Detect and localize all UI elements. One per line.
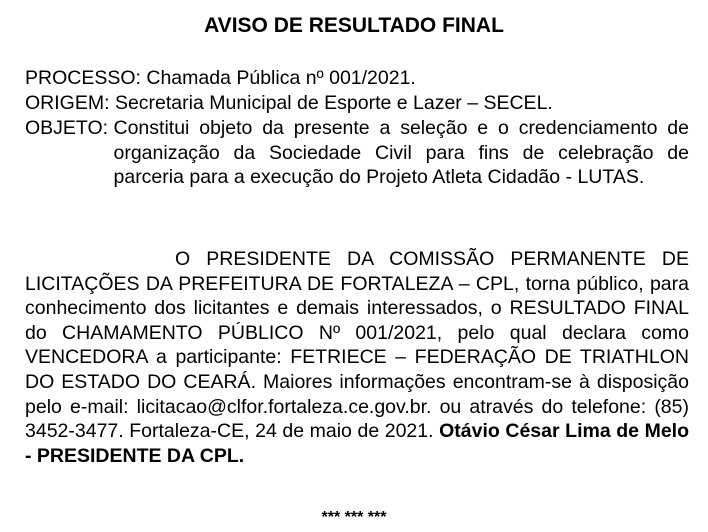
notice-body [25,247,689,468]
signature: Otávio César Lima de Melo - PRESIDENTE DA CPL. [25,420,689,467]
objeto-value: Constitui objeto da presente a seleção e o credenciamento de organização da Sociedade Civil para fins de celebração de parceria para a execução do Projeto Atleta Cidadão - LUTAS. [113,117,689,189]
origem-value: Secretaria Municipal de Esporte e Lazer – SECEL. [114,92,553,114]
notice-title: AVISO DE RESULTADO FINAL [204,14,504,37]
origem-label: ORIGEM: [25,92,110,114]
objeto-field [25,116,689,190]
origem-field [25,91,689,116]
objeto-label: OBJETO: [25,117,109,139]
processo-value: Chamada Pública nº 001/2021. [146,67,416,89]
processo-label: PROCESSO: [25,67,141,89]
separator-stars: *** *** *** [321,509,387,526]
notice-body-text: O PRESIDENTE DA COMISSÃO PERMANENTE DE LICITAÇÕES DA PREFEITURA DE FORTALEZA – CPL, torna público, para conhecimento dos licitantes e demais interessados, o RESULTADO FINAL do CHAMAMENTO PÚBLICO Nº 001/2021, pelo qual declara como VENCEDORA a participante: FETRIECE – FEDERAÇÃO DE TRIATHLON DO ESTADO DO CEARÁ. Maiores informações encontram-se à disposição pelo e-mail: licitacao@clfor.fortaleza.ce.gov.br. ou através do telefone: (85) 3452-3477. Fortaleza-CE, 24 de maio de 2021. [25,248,689,443]
processo-field [25,66,689,91]
